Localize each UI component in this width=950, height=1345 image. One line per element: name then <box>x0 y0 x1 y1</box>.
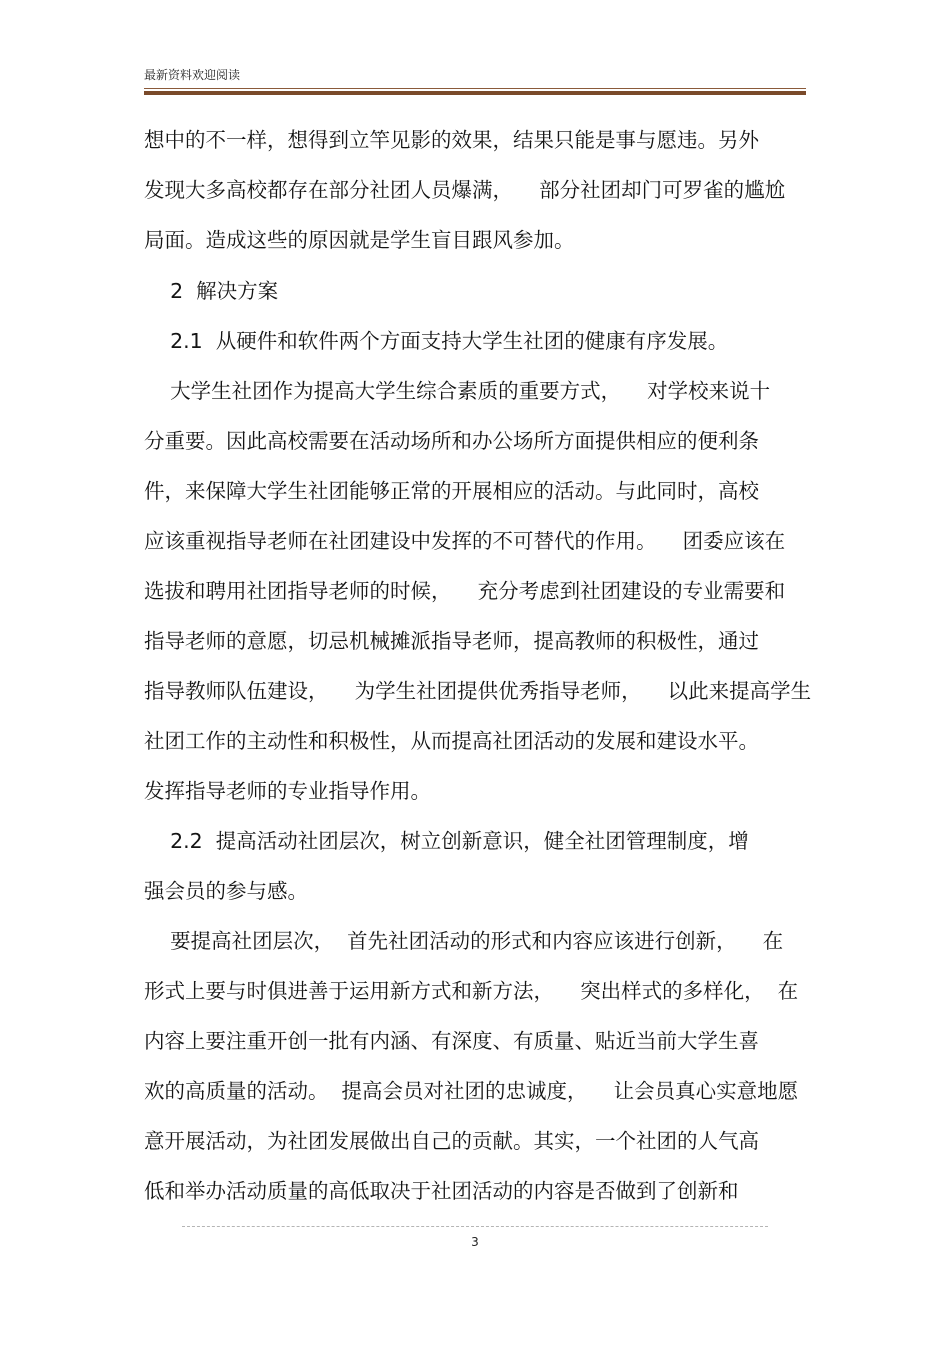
text-line: 内容上要注重开创一批有内涵、有深度、有质量、贴近当前大学生喜 <box>144 1029 759 1053</box>
text-line: 分重要。因此高校需要在活动场所和办公场所方面提供相应的便利条 <box>144 429 759 453</box>
page-number: 3 <box>471 1235 479 1249</box>
text-line: 选拔和聘用社团指导老师的时候， 充分考虑到社团建设的专业需要和 <box>144 579 786 603</box>
header-rule-thick <box>144 91 806 95</box>
text-line: 件，来保障大学生社团能够正常的开展相应的活动。与此同时，高校 <box>144 479 759 503</box>
text-line: 要提高社团层次， 首先社团活动的形式和内容应该进行创新， 在 <box>144 929 784 953</box>
text-line: 想中的不一样，想得到立竿见影的效果，结果只能是事与愿违。另外 <box>144 128 759 152</box>
text-line: 发现大多高校都存在部分社团人员爆满， 部分社团却门可罗雀的尴尬 <box>144 178 786 202</box>
text-line: 指导教师队伍建设， 为学生社团提供优秀指导老师， 以此来提高学生 <box>144 679 812 703</box>
text-line: 低和举办活动质量的高低取决于社团活动的内容是否做到了创新和 <box>144 1179 739 1203</box>
page-header: 最新资料欢迎阅读 <box>144 68 241 82</box>
section-heading: 2 解决方案 <box>144 279 279 303</box>
text-line: 社团工作的主动性和积极性，从而提高社团活动的发展和建设水平。 <box>144 729 759 753</box>
text-line: 应该重视指导老师在社团建设中发挥的不可替代的作用。 团委应该在 <box>144 529 786 553</box>
text-line: 形式上要与时俱进善于运用新方式和新方法， 突出样式的多样化， 在 <box>144 979 799 1003</box>
text-line: 大学生社团作为提高大学生综合素质的重要方式， 对学校来说十 <box>144 379 771 403</box>
text-line: 欢的高质量的活动。 提高会员对社团的忠诚度， 让会员真心实意地愿 <box>144 1079 799 1103</box>
subsection-heading: 2.1 从硬件和软件两个方面支持大学生社团的健康有序发展。 <box>144 329 729 353</box>
text-line: 意开展活动，为社团发展做出自己的贡献。其实，一个社团的人气高 <box>144 1129 759 1153</box>
text-line: 发挥指导老师的专业指导作用。 <box>144 779 431 803</box>
text-line: 局面。造成这些的原因就是学生盲目跟风参加。 <box>144 228 575 252</box>
text-line: 强会员的参与感。 <box>144 879 308 903</box>
subsection-heading: 2.2 提高活动社团层次，树立创新意识，健全社团管理制度，增 <box>144 829 749 853</box>
footer-rule <box>182 1226 768 1227</box>
header-rule-thin <box>144 88 806 89</box>
text-line: 指导老师的意愿，切忌机械摊派指导老师，提高教师的积极性，通过 <box>144 629 759 653</box>
